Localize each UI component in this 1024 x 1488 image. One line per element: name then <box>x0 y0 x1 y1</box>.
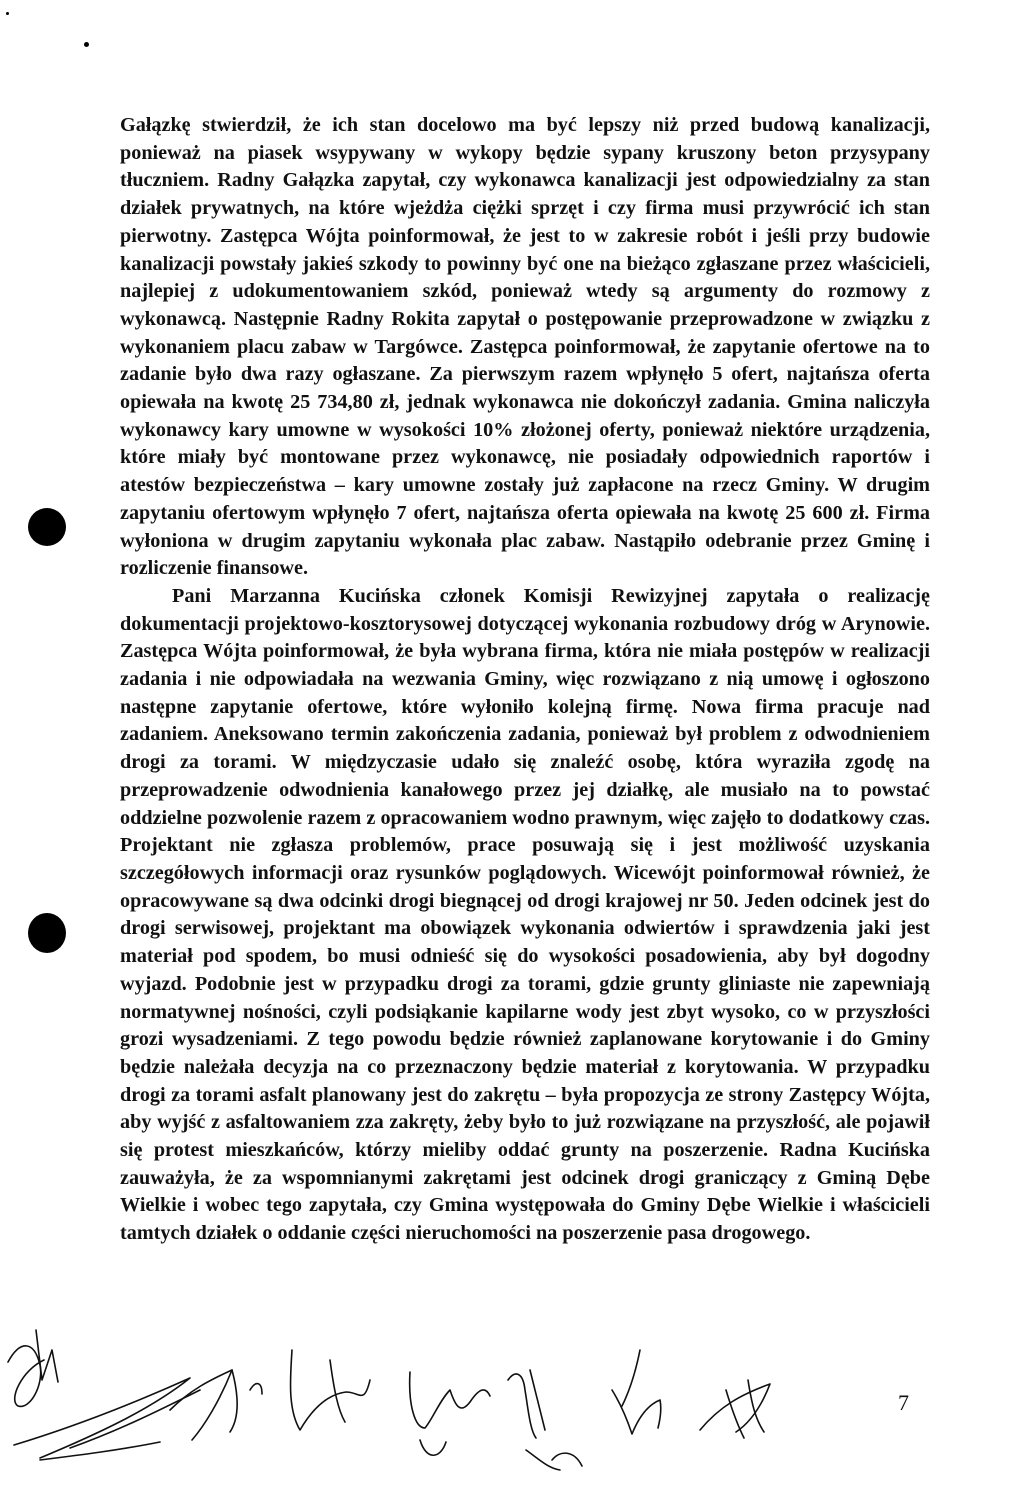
signature-5 <box>508 1370 582 1470</box>
scan-speck <box>6 12 9 15</box>
scan-speck <box>84 42 89 47</box>
paragraph: Pani Marzanna Kucińska członek Komisji Rewizyjnej zapytała o realizację dokumentacji projektowo-kosztorysowej dotyczącej wykonania rozbudowy dróg w Arynowie. Zastępca Wójta poinformował, że była wybrana firma, która nie miała postępów w realizacji zadania i nie odpowiadała na wezwania Gminy, więc rozwiązano z nią umowę i ogłoszono następne zapytanie ofertowe, które wyłoniło kolejną firmę. Nowa firma pracuje nad zadaniem. Aneksowano termin zakończenia zadania, ponieważ był problem z odwodnieniem drogi za torami. W międzyczasie udało się znaleźć osobę, która wyraziła zgodę na przeprowadzenie odwodnienia kanałowego przez jej działkę, ale musiało na to powstać oddzielne pozwolenie razem z opracowaniem wodno prawnym, więc zajęło to dodatkowy czas. Projektant nie zgłasza problemów, prace posuwają się i jest możliwość uzyskania szczegółowych informacji oraz rysunków poglądowych. Wicewójt poinformował również, że opracowywane są dwa odcinki drogi biegnącej od drogi krajowej nr 50. Jeden odcinek jest do drogi serwisowej, projektant ma obowiązek wykonania odwiertów i sprawdzenia jaki jest materiał pod spodem, bo musi odnieść się do wysokości posadowienia, aby był dogodny wyjazd. Podobnie jest w przypadku drogi za torami, gdzie grunty gliniaste nie zapewniają normatywnej nośności, czyli podsiąkanie kapilarne wody jest zbyt wysoko, co w przyszłości grozi wysadzeniami. Z tego powodu będzie również zaplanowane korytowanie i do Gminy będzie należała decyzja na co przeznaczony będzie materiał z korytowania. W przypadku drogi za torami asfalt planowany jest do zakrętu – była propozycja ze strony Zastępcy Wójta, aby wyjść z asfaltowaniem zza zakręty, żeby było to już rozwiązane na przyszłość, ale pojawił się protest mieszkańców, którzy mieliby oddać grunty na poszerzenie. Radna Kucińska zauważyła, że za wspomnianymi zakrętami jest odcinek drogi graniczący z Gminą Dębe Wielkie i wobec tego zapytała, czy Gmina występowała do Gminy Dębe Wielkie i właścicieli tamtych działek o oddanie części nieruchomości na poszerzenie pasa drogowego. <box>120 584 930 1245</box>
paragraph: Gałązkę stwierdził, że ich stan docelowo ma być lepszy niż przed budową kanalizacji, ponieważ na piasek wsypywany w wykopy będzie sypany kruszony beton przysypany tłuczniem. Radny Gałązka zapytał, czy wykonawca kanalizacji jest odpowiedzialny za stan działek prywatnych, na które wjeżdża ciężki sprzęt i czy firma musi przywrócić ich stan pierwotny. Zastępca Wójta poinformował, że jest to w zakresie robót i jeśli przy budowie kanalizacji powstały jakieś szkody to powinny być one na bieżąco zgłaszane przez właścicieli, najlepiej z udokumentowaniem szkód, ponieważ wtedy są argumenty do rozmowy z wykonawcą. Następnie Radny Rokita zapytał o postępowanie przeprowadzone w związku z wykonaniem placu zabaw w Targówce. Zastępca poinformował, że zapytanie ofertowe na to zadanie było dwa razy ogłaszane. Za pierwszym razem wpłynęło 5 ofert, najtańsza oferta opiewała na kwotę 25 734,80 zł, jednak wykonawca nie dokończył zadania. Gmina naliczyła wykonawcy kary umowne w wysokości 10% złożonej oferty, ponieważ niektóre urządzenia, które miały być montowane przez wykonawcę, nie posiadały odpowiednich raportów i atestów bezpieczeństwa – kary umowne zostały już zapłacone na rzecz Gminy. W drugim zapytaniu ofertowym wpłynęło 7 ofert, najtańsza oferta opiewała na kwotę 25 600 zł. Firma wyłoniona w drugim zapytaniu wykonała plac zabaw. Nastąpiło odebranie przez Gminę i rozliczenie finansowe. <box>120 114 930 580</box>
signature-6 <box>612 1350 661 1434</box>
document-body <box>120 112 930 1248</box>
signature-4 <box>410 1372 490 1455</box>
signature-7 <box>700 1380 770 1438</box>
punch-hole-icon <box>28 508 66 546</box>
handwritten-signatures <box>0 1310 1024 1488</box>
signature-3 <box>290 1350 370 1430</box>
punch-hole-icon <box>28 913 66 953</box>
signature-1 <box>8 1330 200 1460</box>
page-number: 7 <box>898 1390 909 1415</box>
